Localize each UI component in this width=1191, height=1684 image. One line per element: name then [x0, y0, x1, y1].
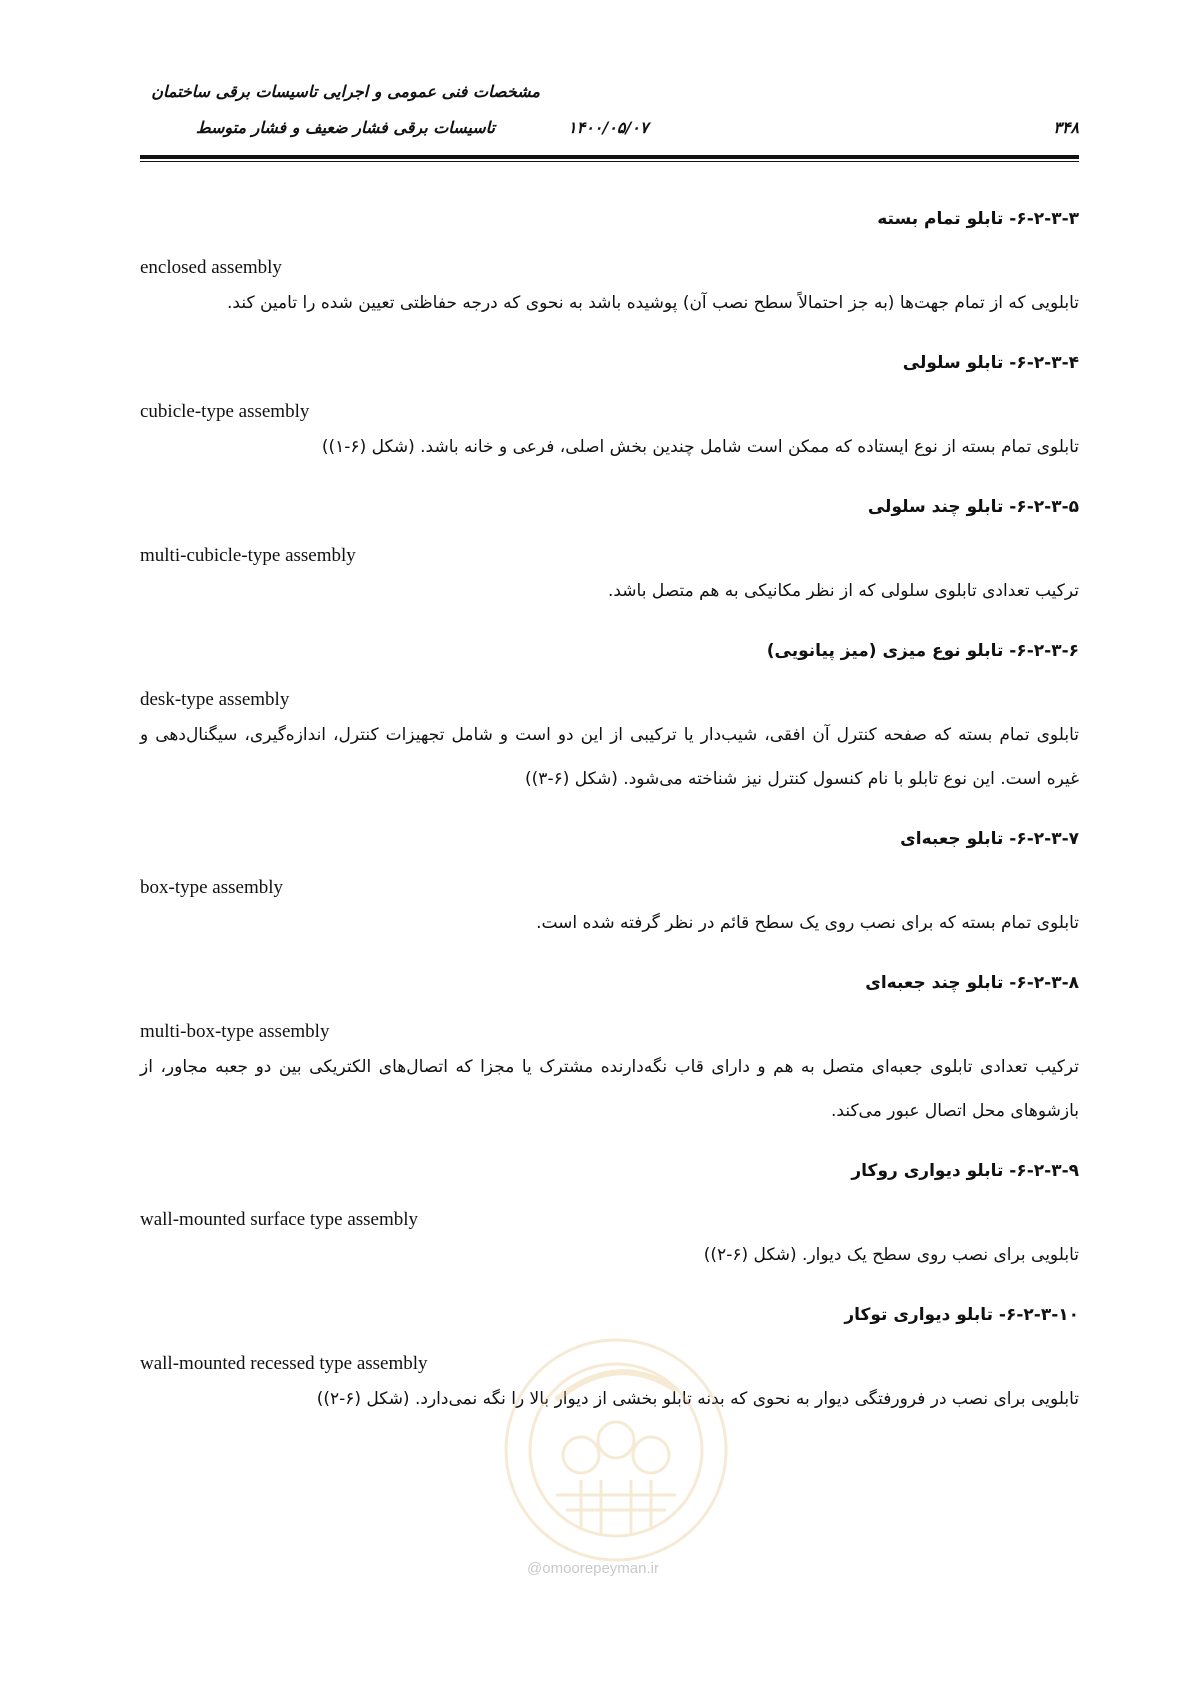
document-body [140, 205, 1079, 1445]
definition-text: تابلویی برای نصب روی سطح یک دیوار. (شکل (۶-۲)) [703, 1245, 1079, 1265]
definition-text: ترکیب تعدادی تابلوی سلولی که از نظر مکانیکی به هم متصل باشد. [607, 581, 1079, 601]
english-term: cubicle-type assembly [140, 401, 310, 422]
definition-section [140, 1157, 1079, 1277]
header-rule-thick [140, 155, 1079, 159]
header-title: مشخصات فنی عمومی و اجرایی تاسیسات برقی ساختمان [151, 82, 540, 101]
definition-section [140, 825, 1079, 945]
section-heading: ۶-۲-۳-۷- تابلو جعبه‌ای [900, 829, 1079, 849]
definition-text: ترکیب تعدادی تابلوی جعبه‌ای متصل به هم و دارای قاب نگه‌دارنده مشترک یا مجزا که اتصال‌های الکتریکی بین دو جعبه مجاور، از بازشوهای محل اتصال عبور می‌کند. [140, 1057, 1079, 1121]
header-date: ۱۴۰۰/۰۵/۰۷ [568, 118, 649, 137]
english-term: wall-mounted recessed type assembly [140, 1353, 428, 1374]
definition-text: تابلویی که از تمام جهت‌ها (به جز احتمالاً سطح نصب آن) پوشیده باشد به نحوی که درجه حفاظتی تعیین شده را تامین کند. [227, 293, 1079, 313]
section-heading: ۶-۲-۳-۵- تابلو چند سلولی [867, 497, 1079, 517]
definition-text: تابلوی تمام بسته از نوع ایستاده که ممکن است شامل چندین بخش اصلی، فرعی و خانه باشد. (شکل (۶-۱)) [321, 437, 1079, 457]
header-row [140, 118, 1079, 146]
definition-section [140, 493, 1079, 613]
english-term: multi-box-type assembly [140, 1021, 330, 1042]
definition-section [140, 349, 1079, 469]
header-rule-thin [140, 161, 1079, 162]
section-heading: ۶-۲-۳-۳- تابلو تمام بسته [877, 209, 1079, 229]
section-heading: ۶-۲-۳-۴- تابلو سلولی [902, 353, 1079, 373]
section-heading: ۶-۲-۳-۱۰- تابلو دیواری توکار [844, 1305, 1079, 1325]
english-term: multi-cubicle-type assembly [140, 545, 356, 566]
english-term: wall-mounted surface type assembly [140, 1209, 419, 1230]
definition-section [140, 637, 1079, 801]
definition-text: تابلویی برای نصب در فرورفتگی دیوار به نحوی که بدنه تابلو بخشی از دیوار بالا را نگه نمی‌دارد. (شکل (۶-۲)) [316, 1389, 1079, 1409]
watermark-url: @omoorepeyman.ir [527, 1560, 659, 1577]
section-heading: ۶-۲-۳-۶- تابلو نوع میزی (میز پیانویی) [766, 641, 1079, 661]
english-term: box-type assembly [140, 877, 284, 898]
section-heading: ۶-۲-۳-۸- تابلو چند جعبه‌ای [865, 973, 1079, 993]
english-term: desk-type assembly [140, 689, 290, 710]
watermark-logo-icon [496, 1330, 736, 1570]
definition-text: تابلوی تمام بسته که صفحه کنترل آن افقی، شیب‌دار یا ترکیبی از این دو است و شامل تجهیزات کنترل، اندازه‌گیری، سیگنال‌دهی و غیره است. این نوع تابلو با نام کنسول کنترل نیز شناخته می‌شود. (شکل (۶-۳)) [140, 725, 1079, 789]
page-number: ۳۴۸ [1053, 118, 1079, 137]
english-term: enclosed assembly [140, 257, 282, 278]
section-heading: ۶-۲-۳-۹- تابلو دیواری روکار [851, 1161, 1079, 1181]
definition-text: تابلوی تمام بسته که برای نصب روی یک سطح قائم در نظر گرفته شده است. [536, 913, 1079, 933]
definition-section [140, 969, 1079, 1133]
header-subtitle: تاسیسات برقی فشار ضعیف و فشار متوسط [195, 118, 495, 137]
definition-section [140, 205, 1079, 325]
